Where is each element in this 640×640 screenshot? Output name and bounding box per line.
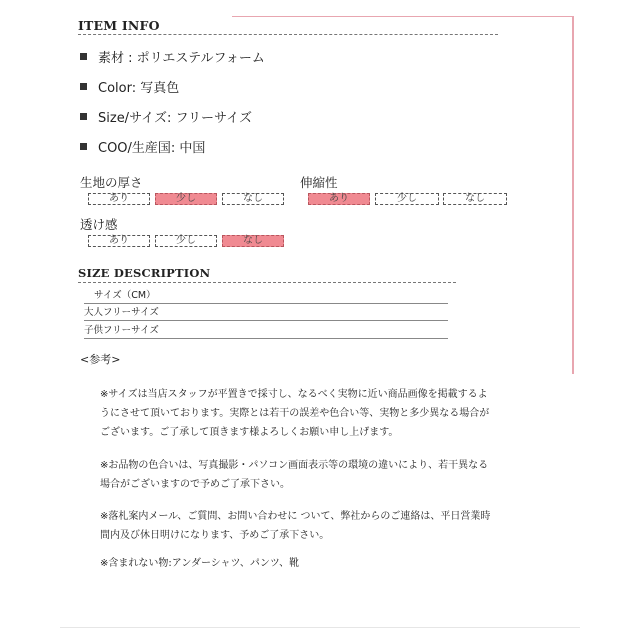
note-contact-line-1: ※落札案内メール、ご質問、お問い合わせに ついて、弊社からのご連絡は、平日営業時 <box>100 511 491 522</box>
spec-coo-text: COO/生産国: 中国 <box>98 141 206 156</box>
square-bullet-icon <box>80 53 87 60</box>
size-row-adult: 大人フリーサイズ <box>84 307 448 321</box>
spec-size-text: Size/サイズ: フリーサイズ <box>98 111 252 126</box>
note-color-line-1: ※お品物の色合いは、写真撮影・パソコン画面表示等の環境の違いにより、若干異なる <box>100 460 489 471</box>
size-description-divider <box>78 282 456 283</box>
spec-material-text: 素材 : ポリエステルフォーム <box>98 51 265 66</box>
spec-color <box>80 77 179 96</box>
thickness-label: 生地の厚さ <box>80 175 143 190</box>
note-not-included: ※含まれない物:アンダーシャツ、パンツ、靴 <box>100 558 300 569</box>
stretch-label: 伸縮性 <box>300 175 338 190</box>
bottom-divider <box>60 627 580 628</box>
note-size-line-2: うにさせて頂いております。実際とは若干の誤差や色合い等、実物と多少異なる場合が <box>100 408 490 419</box>
square-bullet-icon <box>80 143 87 150</box>
spec-material <box>80 47 265 66</box>
stretch-option-little: 少し <box>375 193 439 205</box>
decorative-frame-right <box>572 16 574 374</box>
sheer-option-little: 少し <box>155 235 217 247</box>
stretch-option-yes: あり <box>308 193 370 205</box>
size-table-header: サイズ（CM） <box>84 290 448 304</box>
stretch-option-none: なし <box>443 193 507 205</box>
thickness-option-none: なし <box>222 193 284 205</box>
sheer-option-yes: あり <box>88 235 150 247</box>
spec-color-text: Color: 写真色 <box>98 81 180 96</box>
square-bullet-icon <box>80 113 87 120</box>
note-size-line-1: ※サイズは当店スタッフが平置きで採寸し、なるべく実物に近い商品画像を掲載するよ <box>100 389 488 400</box>
spec-coo <box>80 137 205 156</box>
thickness-option-little: 少し <box>155 193 217 205</box>
sheer-label: 透け感 <box>80 217 118 232</box>
note-color-line-2: 場合がございますので予めご了承下さい。 <box>100 479 290 490</box>
thickness-option-yes: あり <box>88 193 150 205</box>
decorative-frame-top <box>232 16 574 17</box>
item-info-divider <box>78 34 498 35</box>
note-size-line-3: ございます。ご了承して頂きます様よろしくお願い申し上げます。 <box>100 427 399 438</box>
square-bullet-icon <box>80 83 87 90</box>
sheer-option-none: なし <box>222 235 284 247</box>
size-description-title: SIZE DESCRIPTION <box>78 266 211 280</box>
spec-size <box>80 107 252 126</box>
note-contact-line-2: 間内及び休日明けになります、予めご了承下さい。 <box>100 530 330 541</box>
reference-heading: <参考> <box>80 353 121 366</box>
item-info-title: ITEM INFO <box>78 18 160 33</box>
size-row-child: 子供フリーサイズ <box>84 325 448 339</box>
